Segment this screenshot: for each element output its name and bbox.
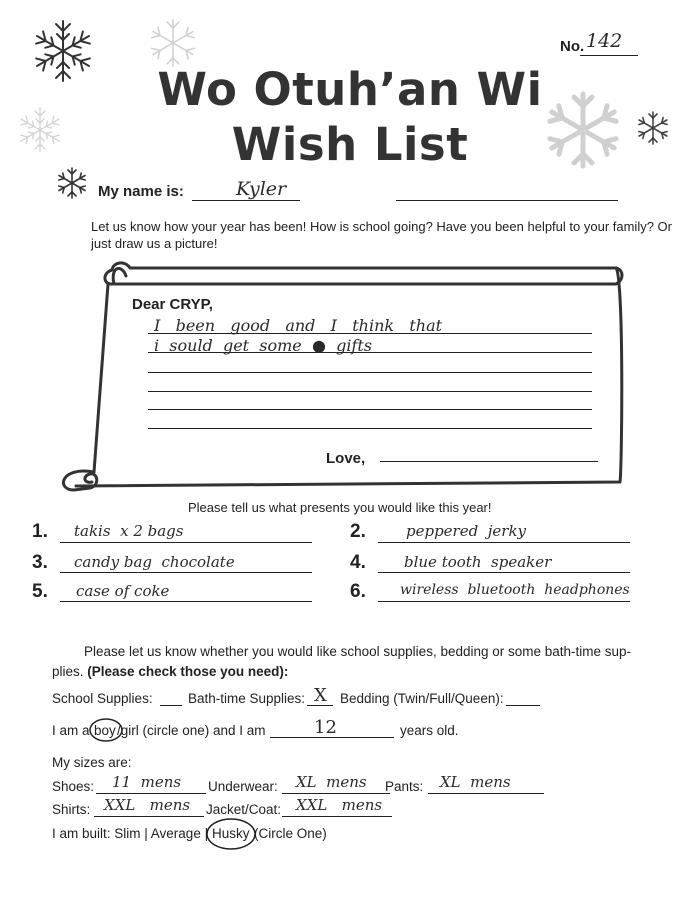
build-suffix: (Circle One)	[254, 826, 327, 841]
snowflake-icon	[54, 166, 90, 200]
age-girl-rest: /girl (circle one) and I am	[117, 723, 266, 738]
present-number-5: 5.	[32, 581, 48, 602]
age-prefix: I am a	[52, 723, 90, 738]
letter-text-2: i sould get some ● gifts	[154, 336, 372, 355]
underwear-value[interactable]: XL mens	[296, 773, 367, 791]
present-line-5	[60, 601, 312, 602]
build-husky-option[interactable]: Husky	[212, 826, 250, 841]
pants-value[interactable]: XL mens	[440, 773, 511, 791]
bedding-blank[interactable]	[506, 705, 540, 706]
shoes-blank	[96, 793, 206, 794]
letter-line-4	[148, 391, 592, 392]
present-item-3: candy bag chocolate	[74, 553, 235, 571]
present-item-6: wireless bluetooth headphones	[400, 582, 630, 598]
age-suffix: years old.	[400, 723, 459, 738]
number-label: No.	[560, 38, 585, 55]
present-number-2: 2.	[350, 521, 366, 542]
needs-prompt-line2b: (Please check those you need):	[87, 664, 289, 679]
present-number-1: 1.	[32, 521, 48, 542]
jacket-value[interactable]: XXL mens	[296, 796, 383, 814]
school-supplies-label: School Supplies:	[52, 691, 153, 706]
number-value: 142	[586, 30, 623, 52]
number-underline	[580, 55, 638, 56]
bath-supplies-blank	[307, 705, 333, 706]
jacket-blank	[282, 816, 392, 817]
present-line-6	[378, 601, 630, 602]
present-line-1	[60, 542, 312, 543]
present-number-3: 3.	[32, 552, 48, 573]
name-underline-2	[396, 200, 618, 201]
present-line-2	[378, 542, 630, 543]
shirts-value[interactable]: XXL mens	[104, 796, 191, 814]
pants-label: Pants:	[385, 779, 424, 794]
letter-closing: Love,	[326, 450, 366, 467]
name-underline	[192, 200, 300, 201]
needs-prompt-line2	[52, 664, 288, 679]
presents-prompt: Please tell us what presents you would like this year!	[188, 500, 492, 515]
intro-line2: just draw us a picture!	[91, 236, 218, 251]
present-item-1: takis x 2 bags	[74, 522, 184, 540]
school-supplies-blank[interactable]	[160, 705, 182, 706]
shoes-value[interactable]: 11 mens	[112, 773, 182, 791]
letter-text-1: I been good and I think that	[154, 316, 443, 335]
snowflake-icon	[130, 18, 216, 68]
letter-greeting: Dear CRYP,	[132, 296, 213, 313]
sizes-heading: My sizes are:	[52, 755, 132, 770]
age-value[interactable]: 12	[314, 717, 337, 738]
jacket-label: Jacket/Coat:	[206, 802, 282, 817]
name-value: Kyler	[236, 178, 287, 200]
love-signature-line	[380, 461, 598, 462]
bedding-label: Bedding (Twin/Full/Queen):	[340, 691, 504, 706]
page-title-line2: Wish List	[231, 118, 469, 171]
underwear-label: Underwear:	[208, 779, 278, 794]
bath-supplies-check[interactable]: X	[314, 685, 327, 706]
name-label: My name is:	[98, 183, 184, 200]
present-number-4: 4.	[350, 552, 366, 573]
letter-line-3	[148, 372, 592, 373]
underwear-blank	[282, 793, 390, 794]
age-blank	[270, 737, 394, 738]
page-title-line1: Wo Otuh’an Wi	[157, 63, 543, 116]
letter-line-5	[148, 409, 592, 410]
present-number-6: 6.	[350, 581, 366, 602]
shirts-blank	[94, 816, 204, 817]
shirts-label: Shirts:	[52, 802, 91, 817]
needs-prompt-line1: Please let us know whether you would like school supplies, bedding or some bath-time sup-	[84, 644, 632, 659]
intro-line1: Let us know how your year has been! How is school going? Have you been helpful to your family? Or	[91, 219, 672, 234]
age-boy-option[interactable]: boy	[94, 723, 116, 738]
shoes-label: Shoes:	[52, 779, 95, 794]
present-line-3	[60, 572, 312, 573]
present-line-4	[378, 572, 630, 573]
husky-circle-mark	[204, 816, 258, 852]
needs-prompt-line2a: plies.	[52, 664, 88, 679]
letter-line-6	[148, 428, 592, 429]
bath-supplies-label: Bath-time Supplies:	[188, 691, 306, 706]
build-label: I am built: Slim | Average |	[52, 826, 209, 841]
pants-blank	[428, 793, 544, 794]
present-item-5: case of coke	[76, 582, 170, 600]
present-item-4: blue tooth speaker	[404, 553, 552, 571]
present-item-2: peppered jerky	[406, 522, 527, 540]
